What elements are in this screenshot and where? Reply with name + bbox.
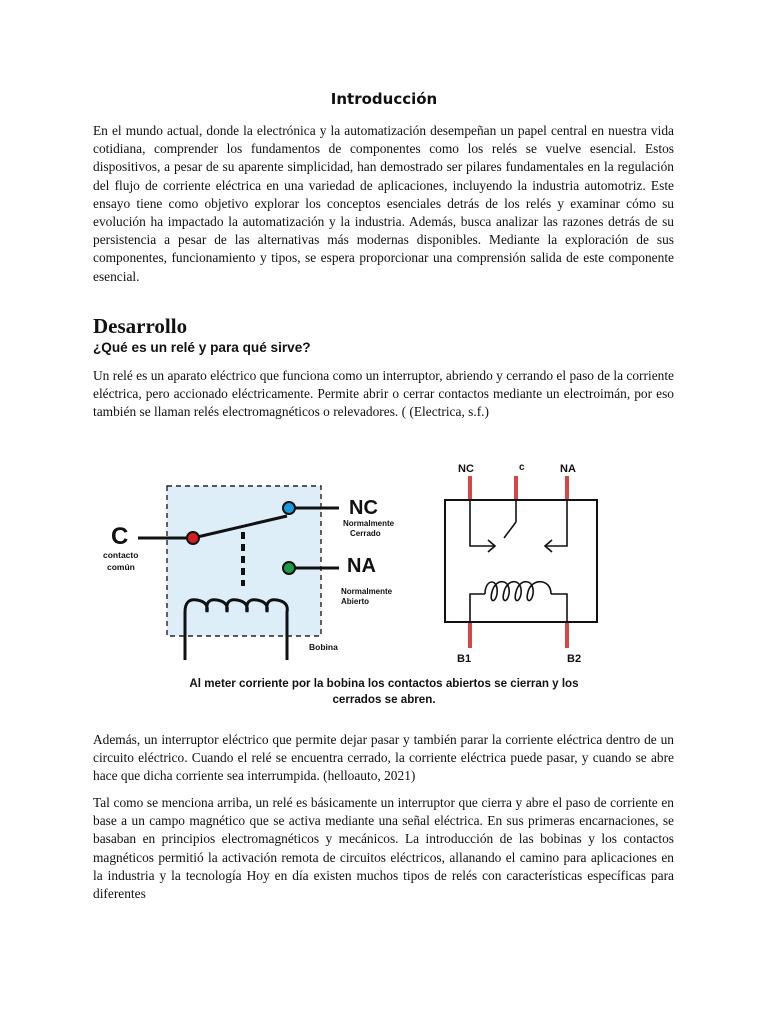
label-c-right: c [519, 462, 525, 473]
que-es-rele-subheading: ¿Qué es un relé y para qué sirve? [93, 340, 311, 355]
intro-title: Introducción [330, 90, 438, 108]
intro-paragraph: En el mundo actual, donde la electrónica y la automatización desempeñan un papel central en nuestra vida cotidiana, comprender los fundamentos de componentes como los relés se vuelve esencial. Estos dispositivos, a pesar de su aparente simplicidad, han demostrado ser pilares fundamentales en la regulación del flujo de corriente eléctrica en una variedad de aplicaciones, incluyendo la industria automotriz. Este ensayo tiene como objetivo explorar los conceptos esenciales detrás de los relés y examinar cómo su evolución ha impactado la automatización y la industria. Además, busca analizar las razones detrás de su persistencia a pesar de las alternativas más modernas disponibles. Mediante la exploración de sus componentes, funcionamiento y tipos, se espera proporcionar una comprensión salida de este componente esencial. [93, 123, 674, 284]
relay-schematic-left [103, 486, 395, 660]
label-nc: NC [349, 497, 378, 519]
label-bobina: Bobina [309, 642, 338, 652]
desarrollo-heading: Desarrollo [93, 314, 188, 338]
label-na-right: NA [560, 463, 576, 475]
relay-housing-right [445, 500, 597, 622]
desarrollo-paragraph-3: Tal como se menciona arriba, un relé es básicamente un interruptor que cierra y abre el paso de corriente en base a un campo magnético que se activa mediante una señal eléctrica. En sus primeras encarnaciones, se basaban en principios electromagnéticos y mecánicos. La introducción de las bobinas y los contactos magnéticos permitió la activación remota de circuitos eléctricos, allanando el camino para aplicaciones en la industria y la tecnología Hoy en día existen muchos tipos de relés con características específicas para diferentes [93, 795, 674, 902]
label-comun: común [107, 562, 135, 572]
relay-diagram [93, 452, 675, 714]
relay-schematic-right [445, 462, 597, 665]
label-b1: B1 [457, 653, 472, 665]
desarrollo-paragraph-1: Un relé es un aparato eléctrico que funciona como un interruptor, abriendo y cerrando el paso de la corriente eléctrica, pero accionado eléctricamente. Permite abrir o cerrar contactos mediante un electroimán, por eso también se llaman relés electromagnéticos o relevadores. ( (Electrica, s.f.) [93, 368, 674, 420]
relay-figure [93, 452, 675, 714]
label-na-desc-2: Abierto [341, 597, 369, 606]
common-contact-dot [187, 532, 199, 544]
nc-contact-dot [283, 502, 295, 514]
label-na: NA [347, 555, 376, 577]
desarrollo-paragraph-2: Además, un interruptor eléctrico que permite dejar pasar y también parar la corriente eléctrica dentro de un circuito eléctrico. Cuando el relé se encuentra cerrado, la corriente eléctrica puede pasar, y cuando se abre hace que dicha corriente sea interrumpida. (helloauto, 2021) [93, 732, 674, 784]
label-nc-desc-1: Normalmente [343, 519, 395, 528]
figure-caption-line-2: cerrados se abren. [332, 693, 436, 706]
label-na-desc-1: Normalmente [341, 587, 393, 596]
figure-caption-line-1: Al meter corriente por la bobina los contactos abiertos se cierran y los [189, 677, 579, 690]
label-nc-right: NC [458, 463, 474, 475]
label-contacto: contacto [103, 550, 139, 560]
label-c: C [111, 523, 129, 550]
figure-caption [0, 676, 768, 708]
label-b2: B2 [567, 653, 582, 665]
na-contact-dot [283, 562, 295, 574]
label-nc-desc-2: Cerrado [350, 529, 381, 538]
